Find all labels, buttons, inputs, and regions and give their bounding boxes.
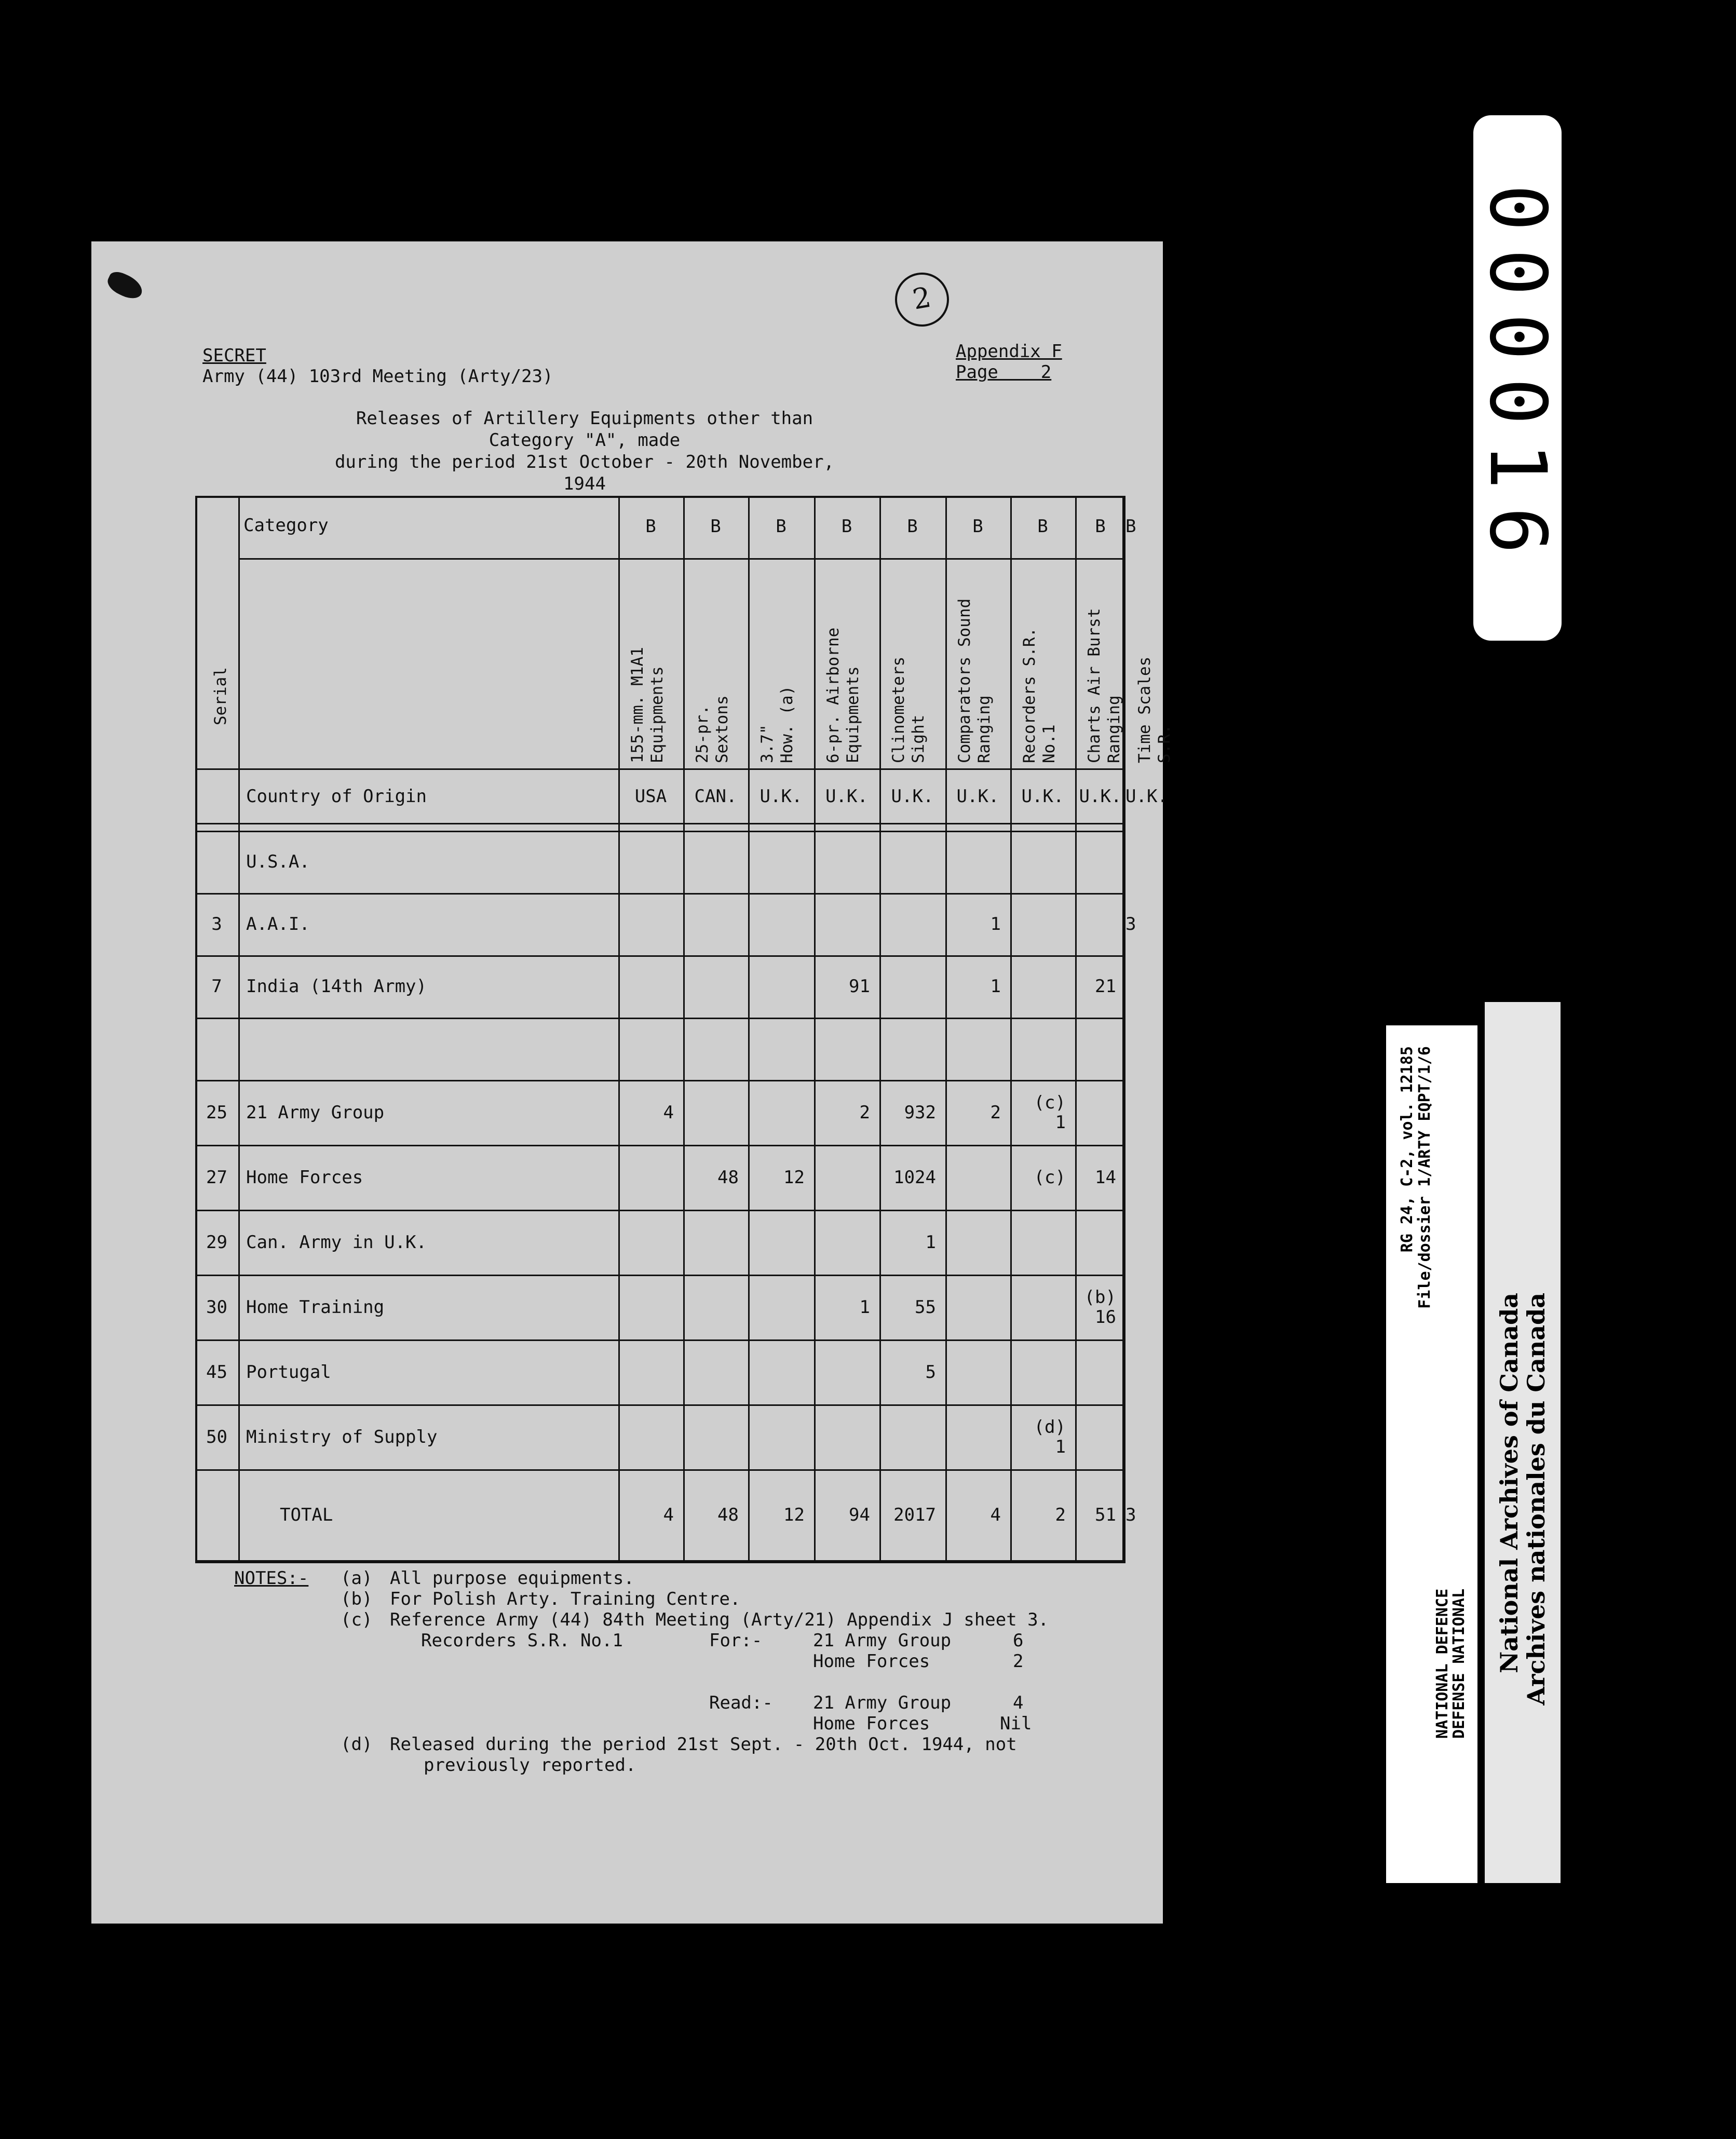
note-a: All purpose equipments.	[390, 1568, 634, 1589]
country-name: Ministry of Supply	[246, 1426, 438, 1447]
releases-table	[195, 496, 1174, 1563]
frame-number-label	[1473, 115, 1562, 641]
table-column-divider	[1010, 496, 1012, 1563]
equipment-column-header: Clinometers Sight	[889, 656, 928, 763]
note-c-read-2: Home Forces	[813, 1713, 930, 1734]
serial-number: 30	[206, 1296, 227, 1318]
quantity-cell: 14	[1095, 1167, 1116, 1188]
archives-name-french: Archives nationales du Canada	[1522, 1293, 1550, 1705]
quantity-cell: 5	[925, 1361, 936, 1383]
serial-number: 29	[206, 1231, 227, 1253]
title-line-2: during the period 21st October - 20th November, 1944	[334, 452, 835, 494]
serial-number: 3	[211, 914, 222, 935]
ink-smudge	[104, 268, 146, 303]
category-code: B	[907, 516, 918, 537]
origin-code: USA	[634, 786, 667, 807]
document-sheet	[91, 241, 1174, 1924]
note-c-read-1-val: 4	[1013, 1693, 1024, 1713]
table-row-divider	[238, 558, 1125, 560]
quantity-cell: 21	[1095, 976, 1116, 997]
equipment-column-header: 6-pr. Airborne Equipments	[824, 627, 862, 763]
category-code: B	[710, 516, 721, 537]
total-cell: 2017	[893, 1504, 936, 1525]
handwritten-page-number: 2	[891, 268, 953, 331]
table-border-top	[195, 496, 1125, 498]
archives-canada-stamp	[1485, 1002, 1561, 1883]
equipment-column-header: 25-pr. Sextons	[693, 695, 731, 763]
archive-reference-stamp	[1386, 1025, 1477, 1883]
origin-code: CAN.	[694, 786, 737, 807]
page-label: Page 2	[956, 362, 1052, 383]
note-d-line-1: Released during the period 21st Sept. - 20th Oct. 1944, not	[390, 1734, 1017, 1755]
quantity-cell: 2	[859, 1102, 870, 1123]
title-line-1: Releases of Artillery Equipments other than Category "A", made	[356, 408, 813, 451]
origin-code: U.K.	[1125, 786, 1168, 807]
origin-code: U.K.	[825, 786, 868, 807]
total-cell: 51	[1095, 1504, 1116, 1525]
origin-code: U.K.	[891, 786, 934, 807]
country-of-origin-header: Country of Origin	[246, 786, 427, 807]
serial-number: 25	[206, 1102, 227, 1123]
table-row-divider	[195, 1080, 1125, 1081]
equipment-column-header: Recorders S.R. No.1	[1020, 627, 1059, 763]
department-english: NATIONAL DEFENCE	[1433, 1589, 1452, 1739]
serial-number: 50	[206, 1426, 227, 1447]
table-column-divider	[1075, 496, 1077, 1563]
quantity-cell: 1	[925, 1231, 936, 1253]
total-cell: 2	[1055, 1504, 1066, 1525]
total-cell: 4	[663, 1504, 674, 1525]
quantity-cell: 1	[990, 976, 1001, 997]
frame-number: 000016	[1472, 184, 1563, 572]
equipment-column-header: 155-mm. M1A1 Equipments	[628, 647, 667, 763]
table-column-divider	[879, 496, 881, 1563]
quantity-cell: 1	[859, 1296, 870, 1318]
table-row-divider	[195, 831, 1125, 832]
file-reference: File/dossier 1/ARTY EQPT/1/6	[1416, 1046, 1434, 1309]
table-column-divider	[618, 496, 620, 1563]
total-cell: 48	[717, 1504, 739, 1525]
country-name: Portugal	[246, 1361, 331, 1383]
quantity-cell: (d) 1	[1034, 1416, 1066, 1457]
table-row-divider	[195, 893, 1125, 895]
category-code: B	[1037, 516, 1048, 537]
note-c-for-2-val: 2	[1013, 1651, 1024, 1672]
total-cell: 4	[990, 1504, 1001, 1525]
equipment-column-header: Time Scales S.R.	[1135, 656, 1174, 763]
category-code: B	[972, 516, 983, 537]
quantity-cell: 1024	[893, 1167, 936, 1188]
total-cell: 12	[783, 1504, 805, 1525]
origin-code: U.K.	[760, 786, 803, 807]
origin-code: U.K.	[1021, 786, 1064, 807]
note-d-key: (d)	[341, 1734, 373, 1755]
note-c-for-1-val: 6	[1013, 1630, 1024, 1651]
note-c-for-1: 21 Army Group	[813, 1630, 952, 1651]
quantity-cell: 1	[990, 914, 1001, 935]
table-column-divider	[683, 496, 685, 1563]
note-c-key: (c)	[341, 1609, 373, 1630]
origin-code: U.K.	[1079, 786, 1122, 807]
origin-code: U.K.	[956, 786, 999, 807]
quantity-cell: (c)	[1034, 1167, 1066, 1188]
quantity-cell: 12	[783, 1167, 805, 1188]
notes-label: NOTES:-	[234, 1568, 309, 1589]
table-column-divider	[814, 496, 816, 1563]
table-row-divider	[195, 823, 1125, 824]
document-title	[325, 408, 844, 495]
equipment-column-header: 3.7" How. (a)	[758, 685, 796, 763]
equipment-column-header: Comparators Sound Ranging	[955, 598, 994, 763]
quantity-cell: 2	[990, 1102, 1001, 1123]
quantity-cell: 91	[849, 976, 870, 997]
table-row-divider	[195, 1018, 1125, 1019]
table-column-divider	[238, 496, 240, 1563]
table-row-divider	[195, 955, 1125, 957]
total-cell: 3	[1125, 1504, 1136, 1525]
note-d-line-2: previously reported.	[424, 1755, 636, 1776]
table-row-divider	[195, 1469, 1125, 1471]
table-column-divider	[945, 496, 947, 1563]
table-border-left	[195, 496, 197, 1563]
country-name: Home Training	[246, 1296, 385, 1318]
note-a-key: (a)	[341, 1568, 373, 1589]
country-name: Home Forces	[246, 1167, 363, 1188]
table-row-divider	[195, 1210, 1125, 1211]
note-c-read-1: 21 Army Group	[813, 1693, 952, 1713]
country-name: India (14th Army)	[246, 976, 427, 997]
country-name: 21 Army Group	[246, 1102, 385, 1123]
note-b-key: (b)	[341, 1589, 373, 1609]
quantity-cell: 3	[1125, 914, 1136, 935]
category-code: B	[1125, 516, 1136, 537]
category-code: B	[1095, 516, 1106, 537]
category-code: B	[776, 516, 786, 537]
total-label: TOTAL	[280, 1504, 333, 1525]
quantity-cell: 48	[717, 1167, 739, 1188]
table-row-divider	[195, 1339, 1125, 1341]
serial-number: 27	[206, 1167, 227, 1188]
archives-name-english: National Archives of Canada	[1495, 1293, 1523, 1673]
country-name: U.S.A.	[246, 851, 310, 872]
serial-number: 7	[211, 976, 222, 997]
table-column-divider	[748, 496, 750, 1563]
note-c-recorders: Recorders S.R. No.1	[421, 1630, 623, 1651]
table-row-divider	[195, 1404, 1125, 1406]
category-code: B	[645, 516, 656, 537]
record-group-reference: RG 24, C-2, vol. 12185	[1398, 1046, 1416, 1253]
table-row-divider	[195, 1275, 1125, 1276]
department-french: DEFENSE NATIONAL	[1450, 1589, 1468, 1739]
note-c-for-2: Home Forces	[813, 1651, 930, 1672]
equipment-column-header: Charts Air Burst Ranging	[1085, 608, 1123, 763]
total-cell: 94	[849, 1504, 870, 1525]
table-row-divider	[195, 768, 1125, 770]
note-c: Reference Army (44) 84th Meeting (Arty/21) Appendix J sheet 3.	[390, 1609, 1049, 1630]
note-b: For Polish Arty. Training Centre.	[390, 1589, 741, 1609]
classification: SECRET	[202, 345, 266, 366]
quantity-cell: (c) 1	[1034, 1092, 1066, 1133]
country-name: Can. Army in U.K.	[246, 1231, 427, 1253]
quantity-cell: (b) 16	[1084, 1287, 1116, 1328]
quantity-cell: 932	[904, 1102, 936, 1123]
meeting-reference: Army (44) 103rd Meeting (Arty/23)	[202, 366, 553, 387]
serial-number: 45	[206, 1361, 227, 1383]
serial-header: Serial	[211, 667, 230, 725]
table-row-divider	[195, 1145, 1125, 1146]
note-c-read-2-val: Nil	[1000, 1713, 1032, 1734]
quantity-cell: 55	[915, 1296, 936, 1318]
note-c-read: Read:-	[709, 1693, 773, 1713]
appendix-label: Appendix F	[956, 341, 1062, 362]
table-border-bottom	[195, 1560, 1125, 1563]
quantity-cell: 4	[663, 1102, 674, 1123]
country-name: A.A.I.	[246, 914, 310, 935]
category-header: Category	[243, 515, 329, 536]
note-c-for: For:-	[709, 1630, 763, 1651]
category-code: B	[841, 516, 852, 537]
